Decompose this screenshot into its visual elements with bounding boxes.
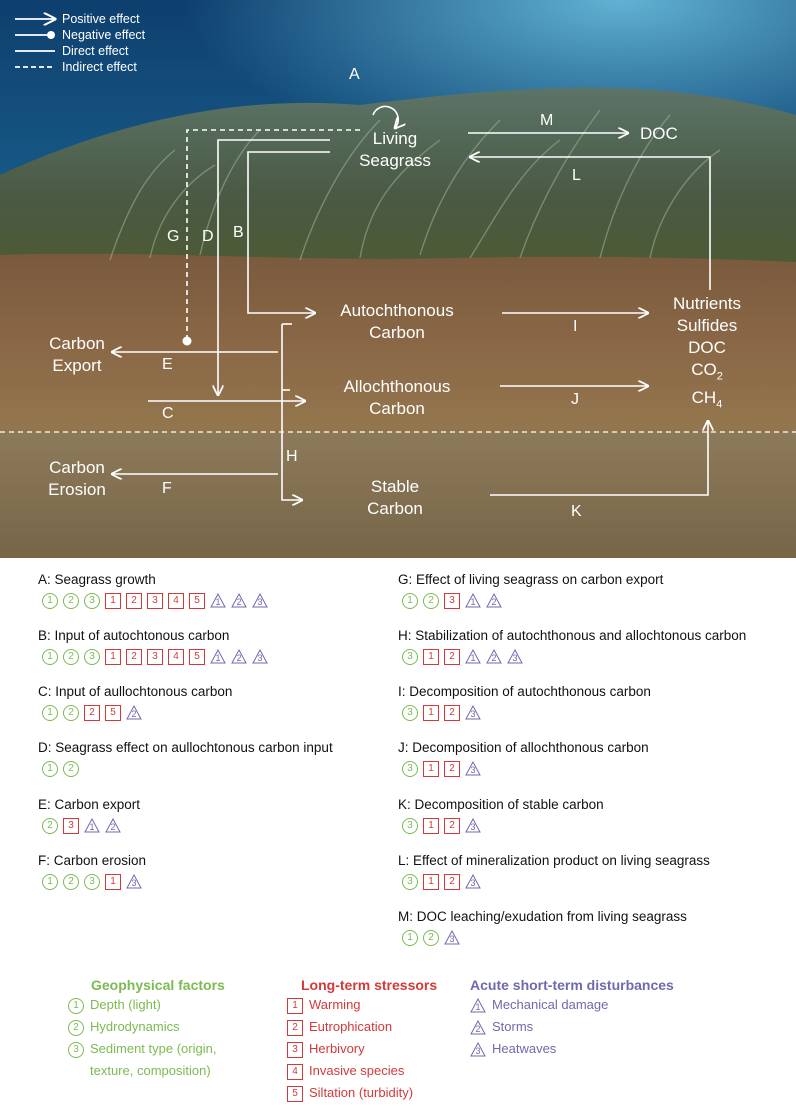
acute-badge-2-icon: 2: [105, 818, 121, 833]
process-item: [38, 797, 438, 837]
letter-d: D: [202, 228, 214, 245]
stressor-badge-3-icon: 3: [287, 1042, 303, 1058]
process-title: A: Seagrass growth: [38, 572, 156, 587]
process-badges: [398, 648, 796, 668]
stressor-badge-1-icon: 1: [105, 649, 121, 665]
process-title: E: Carbon export: [38, 797, 141, 812]
process-badges: [398, 760, 796, 780]
stable-line2: Carbon: [367, 499, 423, 518]
legend-indirect-label: Indirect effect: [62, 60, 137, 74]
key-item: [470, 1016, 674, 1038]
key-item: [68, 1016, 225, 1038]
carbon-erosion-line2: Erosion: [48, 480, 106, 499]
arrow-g-negative-dot: [183, 337, 192, 346]
geophysical-badge-2-icon: 2: [63, 705, 79, 721]
process-title: F: Carbon erosion: [38, 853, 147, 868]
key-item: [287, 1082, 437, 1104]
key-geophysical: [68, 976, 225, 1082]
autochthonous-line2: Carbon: [369, 323, 425, 342]
stressor-badge-1-icon: 1: [287, 998, 303, 1014]
process-badges: [38, 873, 438, 893]
living-seagrass-label: [355, 128, 435, 172]
key-long-term-items: [287, 994, 437, 1104]
process-badges: [38, 592, 438, 612]
process-item: [38, 684, 438, 724]
key-item-label: Herbivory: [309, 1041, 365, 1056]
autochthonous-line1: Autochthonous: [340, 301, 454, 320]
geophysical-badge-1-icon: 1: [402, 930, 418, 946]
geophysical-badge-3-icon: 3: [402, 649, 418, 665]
co2-subscript: 2: [716, 370, 723, 383]
process-item: [398, 909, 796, 949]
process-badges: [398, 592, 796, 612]
key-item: [287, 994, 437, 1016]
stressor-badge-2-icon: 2: [84, 705, 100, 721]
stressor-badge-1-icon: 1: [423, 649, 439, 665]
geophysical-badge-3-icon: 3: [402, 761, 418, 777]
process-item: [398, 797, 796, 837]
stressor-badge-3-icon: 3: [147, 649, 163, 665]
stressor-badge-5-icon: 5: [105, 705, 121, 721]
acute-badge-3-icon: 3: [444, 930, 460, 945]
process-title: M: DOC leaching/exudation from living seagrass: [398, 909, 687, 924]
geophysical-badge-2-icon: 2: [63, 761, 79, 777]
negative-effect-dot-icon: [47, 31, 55, 39]
process-title: B: Input of autochtonous carbon: [38, 628, 230, 643]
stable-carbon-label: [345, 476, 445, 520]
letter-g: G: [167, 228, 180, 245]
geophysical-badge-2-icon: 2: [423, 930, 439, 946]
stressor-badge-2-icon: 2: [126, 593, 142, 609]
geophysical-badge-1-icon: 1: [42, 761, 58, 777]
stressor-badge-3-icon: 3: [63, 818, 79, 834]
acute-badge-1-icon: 1: [84, 818, 100, 833]
process-badges: [38, 704, 438, 724]
legend-negative-label: Negative effect: [62, 28, 146, 42]
letter-c: C: [162, 405, 174, 422]
geophysical-badge-2-icon: 2: [63, 874, 79, 890]
allochthonous-line2: Carbon: [369, 399, 425, 418]
key-long-term-title: Long-term stressors: [301, 977, 438, 993]
geophysical-badge-3-icon: 3: [68, 1042, 84, 1058]
letter-j: J: [571, 391, 579, 408]
process-title: K: Decomposition of stable carbon: [398, 797, 604, 812]
acute-badge-3-icon: 3: [252, 649, 268, 664]
process-item: [398, 853, 796, 893]
geophysical-badge-3-icon: 3: [84, 874, 100, 890]
process-title: L: Effect of mineralization product on living seagrass: [398, 853, 710, 868]
process-badges: [398, 929, 796, 949]
key-item: [287, 1038, 437, 1060]
stressor-badge-2-icon: 2: [444, 874, 460, 890]
products-ch4: [652, 387, 762, 415]
carbon-export-line1: Carbon: [49, 334, 105, 353]
products-doc: DOC: [688, 338, 726, 357]
process-item: [398, 684, 796, 724]
process-item: [38, 628, 438, 668]
letter-k: K: [571, 503, 582, 520]
letter-f: F: [162, 480, 172, 497]
acute-badge-3-icon: 3: [465, 818, 481, 833]
mineralization-products-label: [652, 293, 762, 416]
stressor-badge-4-icon: 4: [287, 1064, 303, 1080]
autochthonous-carbon-label: [322, 300, 472, 344]
acute-badge-3-icon: 3: [252, 593, 268, 608]
process-item: [38, 853, 438, 893]
letter-i: I: [573, 318, 578, 335]
letter-l: L: [572, 167, 581, 184]
process-title: C: Input of aullochtonous carbon: [38, 684, 233, 699]
legend-direct-label: Direct effect: [62, 44, 129, 58]
geophysical-badge-2-icon: 2: [63, 593, 79, 609]
process-title: I: Decomposition of autochthonous carbon: [398, 684, 651, 699]
doc-output-label: DOC: [640, 124, 678, 143]
process-item: [398, 740, 796, 780]
geophysical-badge-3-icon: 3: [84, 593, 100, 609]
key-item: [68, 1038, 225, 1060]
stressor-badge-4-icon: 4: [168, 649, 184, 665]
acute-badge-3-icon: 3: [126, 874, 142, 889]
key-item-label: Hydrodynamics: [90, 1019, 180, 1034]
stressor-badge-5-icon: 5: [287, 1086, 303, 1102]
key-item: [470, 994, 674, 1016]
key-geophysical-title: Geophysical factors: [91, 977, 225, 993]
products-co2: [652, 359, 762, 387]
key-item-label: Storms: [492, 1019, 534, 1034]
stressor-badge-1-icon: 1: [423, 705, 439, 721]
acute-badge-1-icon: 1: [465, 593, 481, 608]
stressor-badge-2-icon: 2: [444, 649, 460, 665]
acute-badge-3-icon: 3: [465, 761, 481, 776]
carbon-erosion-label: [36, 457, 118, 501]
geophysical-badge-3-icon: 3: [84, 649, 100, 665]
stressor-badge-2-icon: 2: [444, 761, 460, 777]
process-title: D: Seagrass effect on aullochtonous carbon input: [38, 740, 333, 755]
ch4-subscript: 4: [716, 398, 723, 411]
letter-e: E: [162, 356, 173, 373]
geophysical-badge-1-icon: 1: [68, 998, 84, 1014]
acute-badge-2-icon: 2: [231, 593, 247, 608]
geophysical-badge-3-icon: 3: [402, 818, 418, 834]
acute-badge-3-icon: 3: [470, 1042, 486, 1057]
stressor-badge-1-icon: 1: [423, 874, 439, 890]
acute-badge-3-icon: 3: [465, 705, 481, 720]
key-item-label: Heatwaves: [492, 1041, 557, 1056]
key-item: [287, 1016, 437, 1038]
stressor-badge-1-icon: 1: [423, 818, 439, 834]
key-acute: [470, 976, 674, 1060]
process-badges: [38, 760, 438, 780]
key-acute-items: [470, 994, 674, 1060]
carbon-export-label: [36, 333, 118, 377]
carbon-erosion-line1: Carbon: [49, 458, 105, 477]
stressor-badge-1-icon: 1: [423, 761, 439, 777]
process-item: [398, 572, 796, 612]
process-badges: [398, 873, 796, 893]
process-item: [38, 572, 438, 612]
allochthonous-carbon-label: [322, 376, 472, 420]
letter-a: A: [349, 66, 360, 83]
geophysical-badge-1-icon: 1: [42, 705, 58, 721]
stressor-badge-3-icon: 3: [147, 593, 163, 609]
geophysical-badge-2-icon: 2: [42, 818, 58, 834]
process-title: G: Effect of living seagrass on carbon export: [398, 572, 664, 587]
key-item: [470, 1038, 674, 1060]
products-sulfides: Sulfides: [676, 316, 738, 335]
key-item-label: Depth (light): [90, 997, 161, 1012]
stressor-badge-2-icon: 2: [444, 818, 460, 834]
acute-badge-1-icon: 1: [210, 593, 226, 608]
key-geophysical-item-3-cont: texture, composition): [90, 1063, 211, 1078]
key-item-label: Eutrophication: [309, 1019, 393, 1034]
key-item: [68, 994, 225, 1016]
stressor-badge-1-icon: 1: [105, 593, 121, 609]
letter-b: B: [233, 224, 244, 241]
geophysical-badge-2-icon: 2: [63, 649, 79, 665]
products-nutrients: Nutrients: [672, 294, 742, 313]
acute-badge-1-icon: 1: [470, 998, 486, 1013]
key-item-label: Mechanical damage: [492, 997, 609, 1012]
geophysical-badge-1-icon: 1: [42, 874, 58, 890]
process-item: [398, 628, 796, 668]
geophysical-badge-2-icon: 2: [68, 1020, 84, 1036]
key-acute-title: Acute short-term disturbances: [470, 977, 674, 993]
process-title: H: Stabilization of autochthonous and allochtonous carbon: [398, 628, 747, 643]
stressor-badge-2-icon: 2: [287, 1020, 303, 1036]
process-badges: [38, 648, 438, 668]
legend-positive-label: Positive effect: [62, 12, 140, 26]
process-title: J: Decomposition of allochthonous carbon: [398, 740, 649, 755]
acute-badge-2-icon: 2: [486, 593, 502, 608]
acute-badge-1-icon: 1: [210, 649, 226, 664]
process-item: [38, 740, 438, 780]
living-seagrass-line2: Seagrass: [359, 151, 431, 170]
key-long-term: [287, 976, 437, 1104]
letter-h: H: [286, 448, 298, 465]
stressor-badge-3-icon: 3: [444, 593, 460, 609]
acute-badge-1-icon: 1: [465, 649, 481, 664]
stressor-badge-1-icon: 1: [105, 874, 121, 890]
process-badges: [38, 817, 438, 837]
stressor-badge-4-icon: 4: [168, 593, 184, 609]
co2-text: CO: [691, 360, 717, 379]
acute-badge-2-icon: 2: [231, 649, 247, 664]
key-item-label: Sediment type (origin,: [90, 1041, 217, 1056]
living-seagrass-line1: Living: [372, 129, 418, 148]
geophysical-badge-1-icon: 1: [42, 649, 58, 665]
acute-badge-3-icon: 3: [507, 649, 523, 664]
geophysical-badge-2-icon: 2: [423, 593, 439, 609]
allochthonous-line1: Allochthonous: [343, 377, 451, 396]
key-item-label: Warming: [309, 997, 361, 1012]
geophysical-badge-3-icon: 3: [402, 705, 418, 721]
stressor-badge-2-icon: 2: [126, 649, 142, 665]
key-item: [287, 1060, 437, 1082]
carbon-export-line2: Export: [52, 356, 102, 375]
key-geophysical-items: [68, 994, 225, 1060]
acute-badge-2-icon: 2: [470, 1020, 486, 1035]
ch4-text: CH: [691, 388, 717, 408]
stable-line1: Stable: [370, 477, 420, 496]
key-item-label: Siltation (turbidity): [309, 1085, 414, 1100]
geophysical-badge-3-icon: 3: [402, 874, 418, 890]
geophysical-badge-1-icon: 1: [402, 593, 418, 609]
stressor-badge-2-icon: 2: [444, 705, 460, 721]
process-badges: [398, 817, 796, 837]
stressor-badge-5-icon: 5: [189, 593, 205, 609]
stressor-badge-5-icon: 5: [189, 649, 205, 665]
acute-badge-2-icon: 2: [486, 649, 502, 664]
acute-badge-3-icon: 3: [465, 874, 481, 889]
letter-m: M: [540, 112, 554, 129]
key-item-label: Invasive species: [309, 1063, 405, 1078]
geophysical-badge-1-icon: 1: [42, 593, 58, 609]
process-badges: [398, 704, 796, 724]
acute-badge-2-icon: 2: [126, 705, 142, 720]
